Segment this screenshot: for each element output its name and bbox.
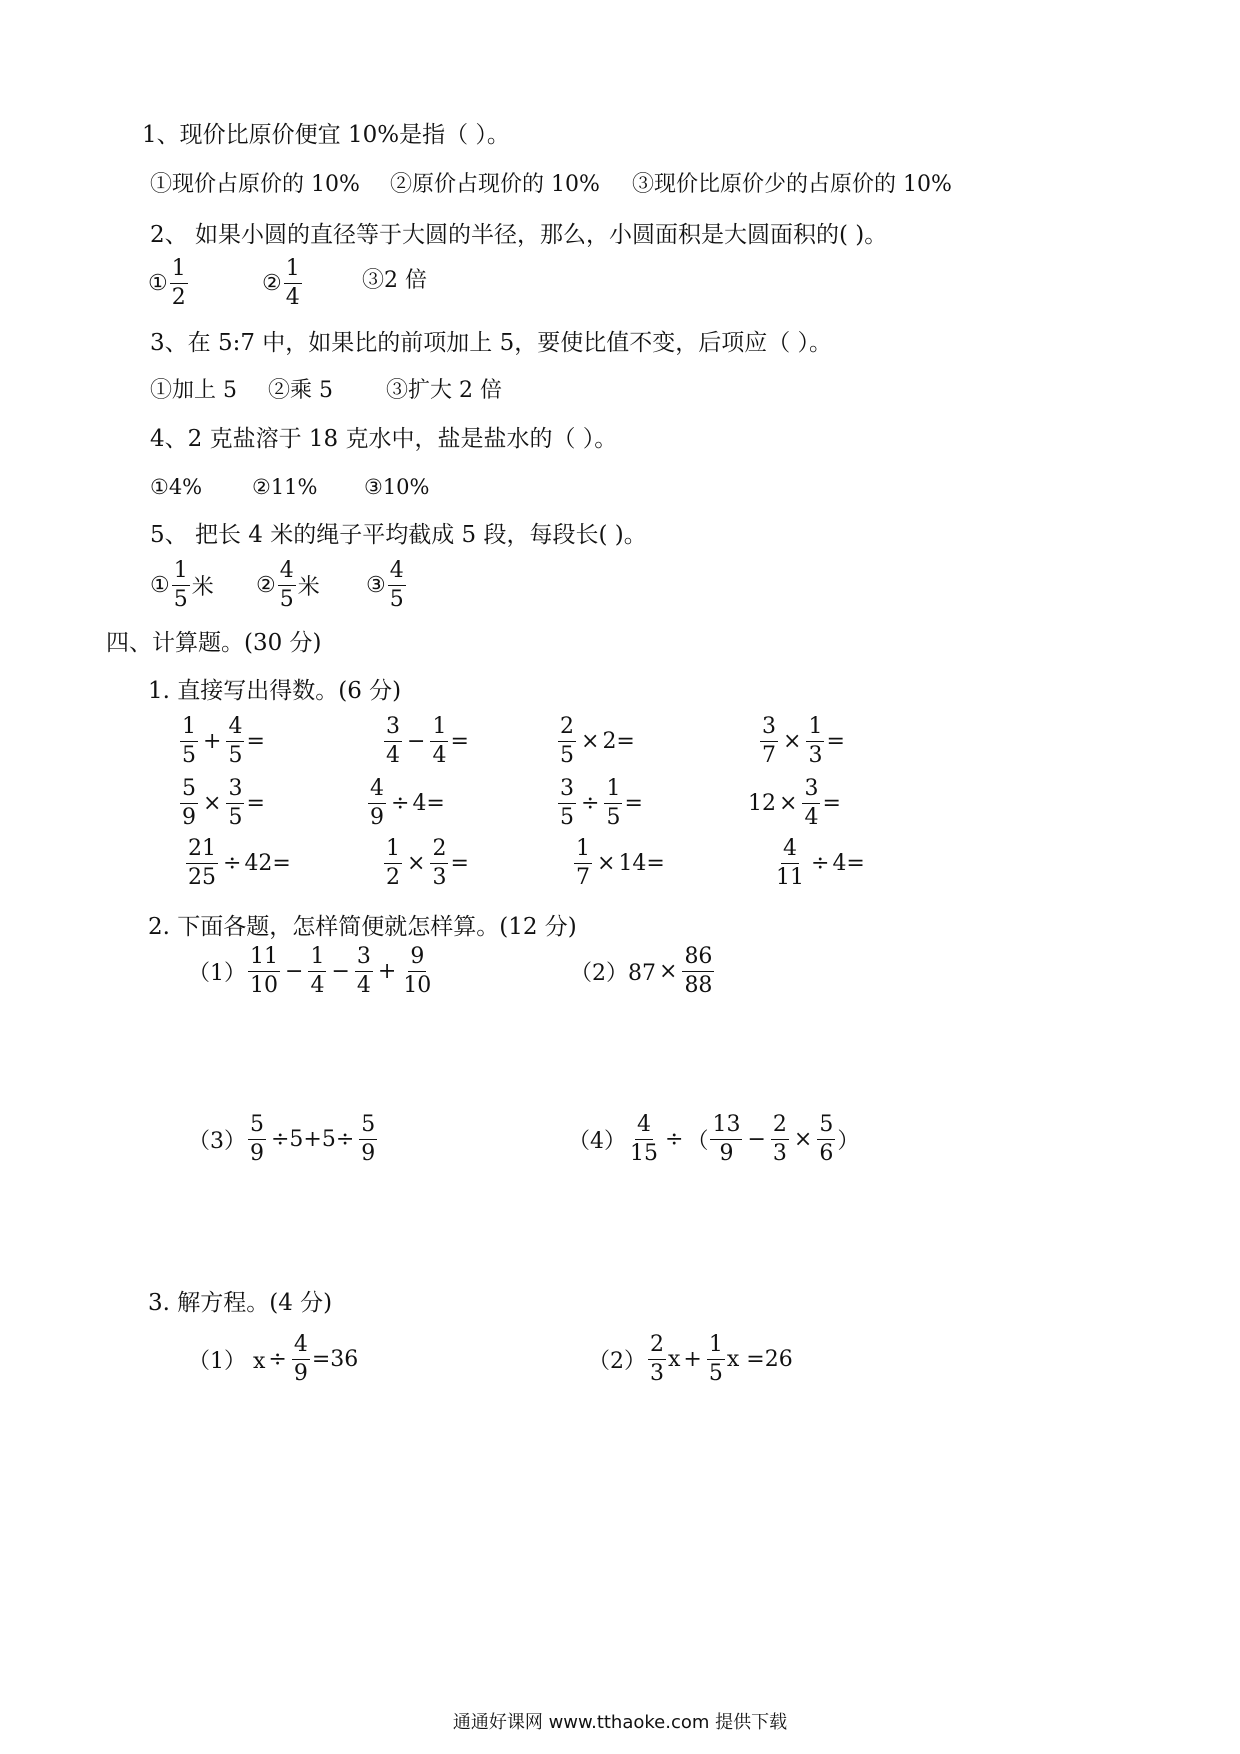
q2-stem: 2、 如果小圆的直径等于大圆的半径，那么，小圆面积是大圆面积的( )。 — [150, 222, 888, 248]
calc-2: $\frac{3}{4}$ − $\frac{1}{4}$ = — [386, 714, 469, 768]
calc-7: $\frac{3}{5}$ ÷ $\frac{1}{5}$ = — [560, 776, 643, 830]
equation-1: （1） x ÷ $\frac{4}{9}$ =36 — [188, 1332, 359, 1386]
fraction: $\frac{4}{5}$ — [279, 558, 294, 612]
q3-stem: 3、在 5:7 中，如果比的前项加上 5，要使比值不变，后项应（ ）。 — [150, 330, 833, 356]
calc-5: $\frac{5}{9}$ × $\frac{3}{5}$ = — [182, 776, 265, 830]
q5-stem: 5、 把长 4 米的绳子平均截成 5 段，每段长( )。 — [150, 522, 647, 548]
fraction: $\frac{1}{2}$ — [171, 256, 186, 310]
simplify-4: （4） $\frac{4}{15}$ ÷ （ $\frac{13}{9}$ − $\frac{2}{3}$ × $\frac{5}{6}$ ） — [568, 1112, 860, 1166]
section-4-title: 四、计算题。(30 分) — [106, 630, 322, 656]
q5-option-1: ① $\frac{1}{5}$ 米 — [150, 558, 214, 612]
q1-stem: 1、现价比原价便宜 10%是指（ ）。 — [142, 122, 510, 148]
q1-option-2: ②原价占现价的 10% — [390, 172, 600, 197]
fraction: $\frac{1}{4}$ — [285, 256, 300, 310]
calc-12: $\frac{4}{11}$ ÷ 4= — [776, 836, 865, 890]
q1-option-1: ①现价占原价的 10% — [150, 172, 360, 197]
calc-11: $\frac{1}{7}$ × 14= — [576, 836, 665, 890]
part-1-title: 1. 直接写出得数。(6 分) — [148, 678, 402, 704]
calc-9: $\frac{21}{25}$ ÷ 42= — [188, 836, 291, 890]
q4-option-2: ②11% — [252, 475, 318, 499]
q4-option-1: ①4% — [150, 475, 203, 499]
q4-stem: 4、2 克盐溶于 18 克水中，盐是盐水的（ ）。 — [150, 426, 618, 452]
calc-6: $\frac{4}{9}$ ÷ 4= — [370, 776, 445, 830]
q2-option-1-prefix: ① — [148, 271, 168, 296]
part-3-title: 3. 解方程。(4 分) — [148, 1290, 333, 1316]
q1-option-3: ③现价比原价少的占原价的 10% — [632, 172, 952, 197]
q2-option-2-prefix: ② — [262, 271, 282, 296]
fraction: $\frac{1}{5}$ — [173, 558, 188, 612]
simplify-1: （1） $\frac{11}{10}$ − $\frac{1}{4}$ − $\frac{3}{4}$ + $\frac{9}{10}$ — [188, 944, 432, 998]
footer-text: 通通好课网 www.tthaoke.com 提供下载 — [452, 1712, 788, 1733]
q3-option-2: ②乘 5 — [268, 378, 333, 403]
calc-10: $\frac{1}{2}$ × $\frac{2}{3}$ = — [386, 836, 469, 890]
q2-option-1 — [148, 258, 190, 309]
q3-option-3: ③扩大 2 倍 — [386, 378, 502, 403]
simplify-3: （3） $\frac{5}{9}$ ÷5+5÷ $\frac{5}{9}$ — [188, 1112, 376, 1166]
calc-4: $\frac{3}{7}$ × $\frac{1}{3}$ = — [762, 714, 845, 768]
simplify-2: （2）87 × $\frac{86}{88}$ — [570, 944, 713, 998]
q2-option-3: ③2 倍 — [362, 268, 427, 293]
equation-2: （2） $\frac{2}{3}$ x + $\frac{1}{5}$ x =26 — [588, 1332, 793, 1386]
part-2-title: 2. 下面各题，怎样简便就怎样算。(12 分) — [148, 914, 577, 940]
q5-option-2: ② $\frac{4}{5}$ 米 — [256, 558, 320, 612]
q5-option-3: ③ $\frac{4}{5}$ — [366, 558, 404, 612]
calc-8: 12 × $\frac{3}{4}$ = — [748, 776, 841, 830]
fraction: $\frac{4}{5}$ — [389, 558, 404, 612]
q3-option-1: ①加上 5 — [150, 378, 237, 403]
q4-option-3: ③10% — [364, 475, 430, 499]
q2-option-2 — [262, 258, 304, 309]
calc-3: $\frac{2}{5}$ × 2= — [560, 714, 635, 768]
calc-1: $\frac{1}{5}$ + $\frac{4}{5}$ = — [182, 714, 265, 768]
